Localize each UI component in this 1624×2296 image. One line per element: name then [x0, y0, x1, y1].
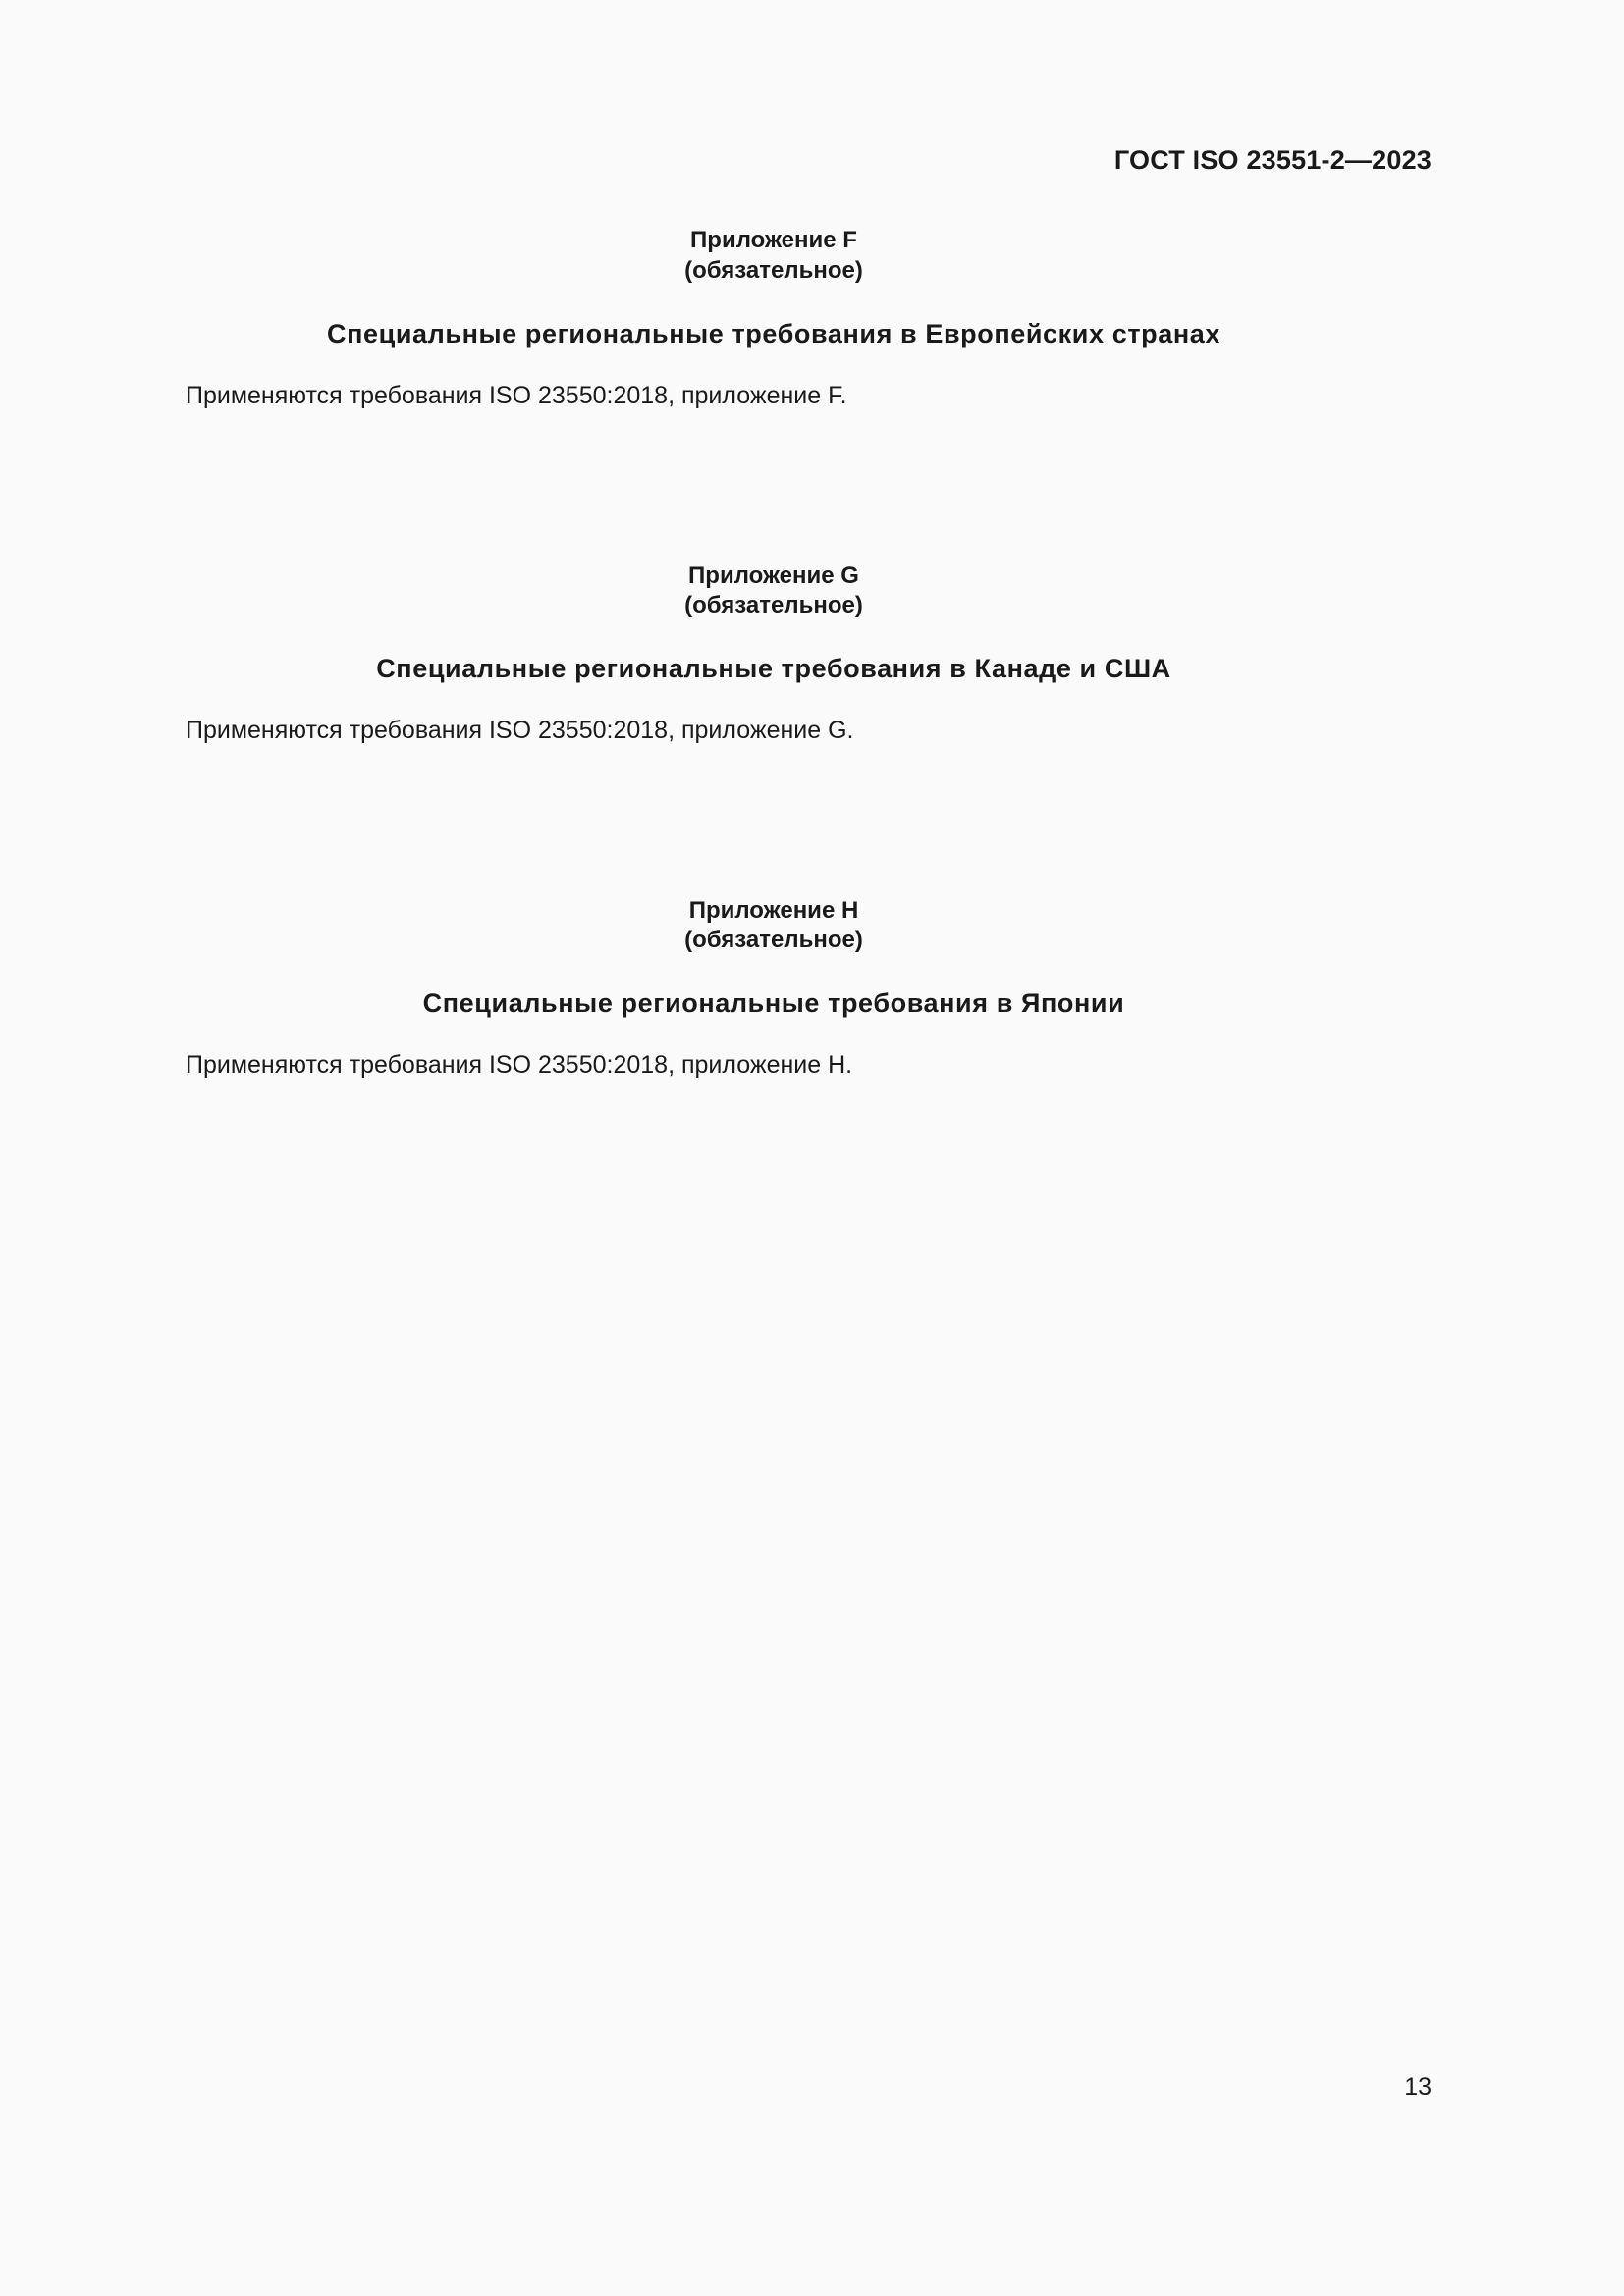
page-number: 13	[1404, 2073, 1432, 2101]
appendix-text: Применяются требования ISO 23550:2018, приложение G.	[186, 717, 854, 744]
appendix-status: (обязательное)	[684, 927, 863, 953]
appendix-status: (обязательное)	[684, 257, 863, 284]
appendix-title: Приложение G	[688, 562, 859, 589]
appendix-heading: Специальные региональные требования в Европейских странах	[327, 319, 1220, 348]
appendix-status: (обязательное)	[684, 592, 863, 618]
appendix-heading: Специальные региональные требования в Японии	[422, 988, 1125, 1018]
appendix-text: Применяются требования ISO 23550:2018, приложение F.	[186, 382, 847, 409]
appendix-heading: Специальные региональные требования в Канаде и США	[376, 654, 1171, 683]
appendix-title: Приложение H	[688, 897, 859, 924]
appendix-title: Приложение F	[690, 227, 857, 253]
document-code: ГОСТ ISO 23551-2—2023	[1113, 145, 1432, 175]
appendix-text: Применяются требования ISO 23550:2018, приложение H.	[186, 1051, 853, 1079]
